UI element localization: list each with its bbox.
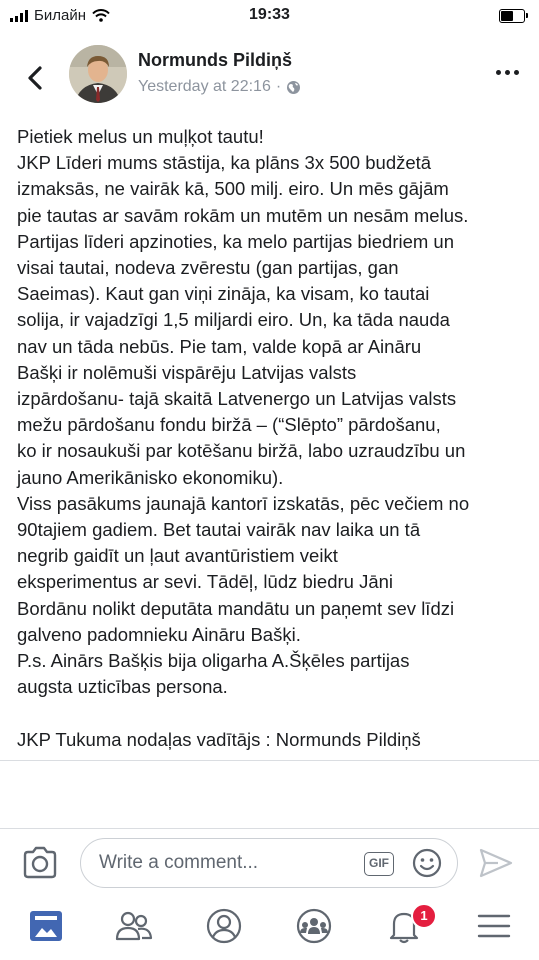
more-options-icon[interactable] — [496, 70, 519, 75]
emoji-icon[interactable] — [412, 848, 442, 878]
clock: 19:33 — [249, 6, 290, 23]
divider — [0, 828, 539, 829]
post-line: eksperimentus ar sevi. Tādēļ, lūdz biedru Jāni — [17, 571, 394, 593]
post-line: solija, ir vajadzīgi 1,5 miljardi eiro. Un, ka tāda nauda — [17, 309, 450, 331]
post-line — [17, 700, 529, 726]
post-line: 90tajiem gadiem. Bet tautai vairāk nav laika un tā — [17, 519, 421, 541]
gif-button[interactable]: GIF — [364, 852, 394, 876]
comment-input[interactable] — [80, 838, 458, 888]
post-line: negrib gaidīt un ļaut avantūristiem veikt — [17, 545, 338, 567]
divider — [0, 760, 539, 761]
avatar-photo — [69, 45, 127, 103]
back-arrow-icon[interactable] — [22, 64, 50, 92]
post-line: jauno Amerikānisko ekonomiku). — [17, 466, 284, 488]
post-meta — [138, 78, 301, 96]
post-line: Partijas līderi apzinoties, ka melo partijas biedriem un — [17, 230, 455, 252]
author-name[interactable]: Normunds Pildiņš — [138, 50, 293, 70]
post-line: augsta uzticības persona. — [17, 676, 228, 698]
post-line: Saeimas). Kaut gan viņi zināja, ka visam, ko tautai — [17, 283, 430, 305]
tab-groups-icon[interactable] — [294, 906, 334, 946]
tab-news-feed-icon[interactable] — [26, 906, 66, 946]
post-line: Pietiek melus un muļķot tautu! — [17, 126, 264, 147]
post-line: Bašķi ir nolēmuši vispārēju Latvijas valsts — [17, 361, 357, 383]
post-line: visai tautai, nodeva zvērestu (gan partijas, gan — [17, 257, 399, 279]
post-line: izpārdošanu- tajā skaitā Latvenergo un Latvijas valsts — [17, 388, 457, 410]
tab-profile-icon[interactable] — [204, 906, 244, 946]
post-line: nav un tāda nebūs. Pie tam, valde kopā ar Aināru — [17, 335, 422, 357]
post-line: izmaksās, ne vairāk kā, 500 milj. eiro. Un mēs gājām — [17, 178, 449, 200]
author-avatar[interactable] — [69, 45, 127, 103]
post-line: galveno padomnieku Aināru Bašķi. — [17, 623, 301, 645]
meta-separator: · — [275, 78, 282, 95]
post-line: mežu pārdošanu fondu biržā – (“Slēpto” pārdošanu, — [17, 414, 441, 436]
tab-bar — [0, 896, 539, 960]
post-line: JKP Līderi mums stāstija, ka plāns 3x 500 budžetā — [17, 152, 432, 174]
camera-icon[interactable] — [22, 846, 58, 880]
post-line: P.s. Ainārs Bašķis bija oligarha A.Šķēles partijas — [17, 650, 410, 672]
post-line: pie tautas ar savām rokām un mutēm un nesām melus. — [17, 204, 469, 226]
post-timestamp[interactable]: Yesterday at 22:16 — [138, 78, 271, 95]
status-bar — [0, 0, 539, 34]
post-line: Bordānu nolikt deputāta mandātu un paņemt sev līdzi — [17, 597, 455, 619]
carrier-name: Билайн — [34, 7, 86, 24]
tab-menu-icon[interactable] — [474, 906, 514, 946]
notifications-badge: 1 — [411, 903, 437, 929]
post-line: JKP Tukuma nodaļas vadītājs : Normunds Pildiņš — [17, 728, 421, 750]
post-body — [17, 124, 529, 753]
globe-icon — [286, 80, 301, 95]
battery-icon — [499, 9, 525, 23]
comment-placeholder: Write a comment... — [99, 852, 259, 873]
post-line: Viss pasākums jaunajā kantorī izskatās, pēc večiem no — [17, 492, 470, 514]
tab-friends-icon[interactable] — [114, 906, 154, 946]
send-icon[interactable] — [478, 847, 514, 879]
post-line: ko ir nosaukuši par kotēšanu biržā, labo uzraudzību un — [17, 440, 466, 462]
